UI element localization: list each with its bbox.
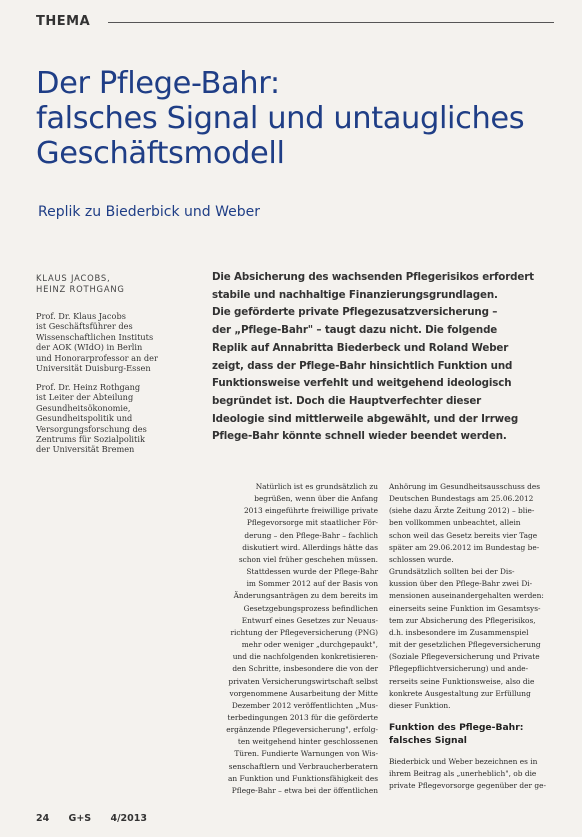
bio-line: Gesundheitsökonomie, — [36, 402, 131, 413]
body-line: privaten Versicherungswirtschaft selbst — [228, 676, 378, 686]
section-label: THEMA — [36, 14, 91, 29]
issue-number: 4/2013 — [110, 813, 147, 824]
body-line: Änderungsanträgen zu dem bereits im — [233, 591, 378, 601]
bio-line: Gesundheitspolitik und — [36, 413, 133, 424]
bio-line: Zentrums für Sozialpolitik — [36, 434, 145, 445]
body-line: terbedingungen 2013 für die geförderte — [227, 712, 378, 722]
body-line: (Soziale Pflegeversicherung und Private — [389, 652, 540, 662]
lead-line: der „Pflege-Bahr" – taugt dazu nicht. Die folgende — [212, 324, 498, 337]
body-line: im Sommer 2012 auf der Basis von — [246, 579, 378, 589]
body-line: den Schritte, insbesondere die von der — [232, 664, 378, 674]
body-line: konkrete Ausgestaltung zur Erfüllung — [389, 688, 531, 698]
body-line: schlossen wurde. — [389, 554, 454, 564]
lead-line: Pflege-Bahr könnte schnell wieder beendet werden. — [212, 430, 507, 443]
body-line: später am 29.06.2012 im Bundestag be- — [389, 542, 540, 552]
lead-line: begründet ist. Doch die Hauptverfechter dieser — [212, 394, 482, 407]
body-line: einerseits seine Funktion im Gesamtsys- — [389, 603, 541, 613]
body-column-2-continued — [389, 756, 555, 792]
body-line: Deutschen Bundestags am 25.06.2012 — [389, 494, 534, 504]
body-line: Gesetzgebungsprozess befindlichen — [243, 603, 378, 613]
body-line: diskutiert wird. Allerdings hätte das — [242, 542, 378, 552]
body-line: an Funktion und Funktionsfähigkeit des — [227, 773, 378, 783]
body-line: senschaftlern und Verbraucherberatern — [228, 761, 378, 771]
body-line: (siehe dazu Ärzte Zeitung 2012) – blie- — [389, 506, 535, 516]
body-line: mit der gesetzlichen Pflegeversicherung — [389, 640, 541, 650]
section-rule — [108, 22, 554, 23]
lead-paragraph — [212, 269, 557, 446]
body-line: vorgenommene Ausarbeitung der Mitte — [229, 688, 378, 698]
page-number: 24 — [36, 813, 50, 824]
bio-line: Versorgungsforschung des — [36, 423, 147, 434]
body-line: Biederbick und Weber bezeichnen es in — [389, 757, 538, 766]
body-line: Pflegepflichtversicherung) und ande- — [389, 664, 529, 674]
body-line: und die nachfolgenden konkretisieren- — [232, 652, 378, 662]
body-line: Pflege-Bahr – etwa bei der öffentlichen — [231, 785, 378, 795]
body-column-2 — [389, 481, 555, 712]
author-line: HEINZ ROTHGANG — [36, 284, 125, 294]
page-footer — [36, 813, 163, 824]
body-line: rerseits seine Funktionsweise, also die — [389, 676, 535, 686]
body-line: Grundsätzlich sollten bei der Dis- — [389, 567, 515, 577]
bio-line: Universität Duisburg-Essen — [36, 363, 151, 374]
body-line: Entwurf eines Gesetzes zur Neuaus- — [241, 615, 378, 625]
body-line: private Pflegevorsorge gegenüber der ge- — [389, 781, 546, 791]
lead-line: Funktionsweise verfehlt und weitgehend ideologisch — [212, 377, 512, 390]
body-line: Natürlich ist es grundsätzlich zu — [255, 482, 378, 491]
body-line: ergänzende Pflegeversicherung", erfolg- — [226, 725, 378, 735]
body-line: Pflegevorsorge mit staatlicher För- — [246, 518, 378, 528]
bio-line: Wissenschaftlichen Instituts — [36, 331, 154, 342]
bio-line: Prof. Dr. Klaus Jacobs — [36, 311, 126, 321]
body-line: Stattdessen wurde der Pflege-Bahr — [246, 567, 378, 577]
bio-line: der AOK (WIdO) in Berlin — [36, 342, 143, 353]
body-line: tem zur Absicherung des Pflegerisikos, — [389, 615, 536, 625]
heading-line: Funktion des Pflege-Bahr: — [389, 722, 524, 733]
bio-line: und Honorarprofessor an der — [36, 352, 158, 363]
body-line: 2013 eingeführte freiwillige private — [243, 506, 378, 516]
body-line: schon weil das Gesetz bereits vier Tage — [389, 530, 538, 540]
author-bio-jacobs — [36, 311, 201, 373]
title-line: falsches Signal und untaugliches — [36, 101, 525, 136]
author-names — [36, 273, 201, 295]
body-line: dieser Funktion. — [389, 700, 451, 710]
body-column-1 — [212, 481, 378, 797]
body-line: schon viel früher geschehen müssen. — [238, 554, 378, 564]
lead-line: zeigt, dass der Pflege-Bahr hinsichtlich Funktion und — [212, 359, 513, 372]
lead-line: Replik auf Annabritta Biederbeck und Roland Weber — [212, 341, 509, 354]
journal-name: G+S — [68, 813, 92, 824]
author-bio-rothgang — [36, 382, 201, 455]
bio-line: Prof. Dr. Heinz Rothgang — [36, 382, 141, 392]
body-line: d.h. insbesondere im Zusammenspiel — [389, 627, 529, 637]
bio-line: ist Leiter der Abteilung — [36, 392, 134, 403]
body-line: ten weitgehend hinter geschlossenen — [237, 737, 378, 747]
lead-line: Die geförderte private Pflegezusatzversicherung – — [212, 306, 498, 319]
article-title — [36, 66, 556, 171]
body-line: begrüßen, wenn über die Anfang — [254, 494, 378, 504]
body-line: Türen. Fundierte Warnungen von Wis- — [234, 749, 378, 759]
bio-line: der Universität Bremen — [36, 444, 135, 455]
author-line: KLAUS JACOBS, — [36, 273, 111, 283]
body-line: ben vollkommen unbeachtet, allein — [389, 518, 521, 528]
body-line: richtung der Pflegeversicherung (PNG) — [230, 627, 378, 637]
title-line: Der Pflege-Bahr: — [36, 66, 280, 101]
body-line: kussion über den Pflege-Bahr zwei Di- — [389, 579, 533, 589]
body-line: ihrem Beitrag als „unerheblich", ob die — [389, 769, 537, 779]
body-line: Dezember 2012 veröffentlichten „Mus- — [231, 700, 378, 710]
lead-line: Die Absicherung des wachsenden Pflegerisikos erfordert — [212, 271, 534, 283]
title-line: Geschäftsmodell — [36, 136, 285, 171]
lead-line: Ideologie sind mittlerweile abgewählt, und der Irrweg — [212, 412, 519, 425]
body-line: Anhörung im Gesundheitsausschuss des — [389, 482, 540, 491]
body-line: derung – den Pflege-Bahr – fachlich — [244, 530, 378, 540]
article-subtitle: Replik zu Biederbick und Weber — [38, 204, 260, 220]
body-line: mehr oder weniger „durchgepaukt", — [241, 640, 378, 650]
heading-line: falsches Signal — [389, 734, 467, 746]
section-heading — [389, 722, 555, 747]
lead-line: stabile und nachhaltige Finanzierungsgrundlagen. — [212, 288, 498, 301]
body-line: mensionen auseinandergehalten werden: — [389, 591, 544, 601]
bio-line: ist Geschäftsführer des — [36, 321, 133, 332]
